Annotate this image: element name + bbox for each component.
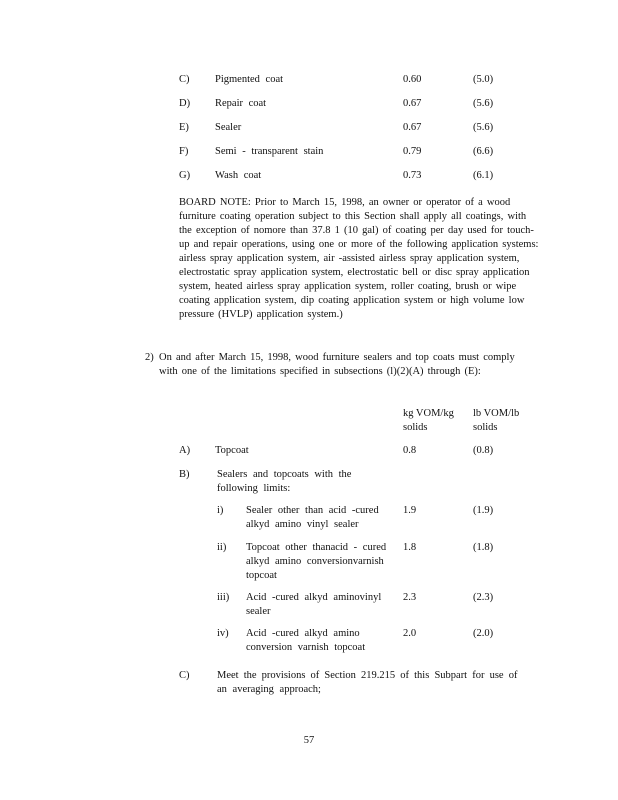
sub-item-line2: conversion varnish topcoat [246,642,366,653]
sub-item-kg-value: 1.8 [403,542,417,553]
lb-column-header: lb VOM/lb [473,408,520,419]
lb-column-header-units: solids [473,422,498,433]
sub-item-lb-value: (1.8) [473,542,494,553]
item-c-line2: an averaging approach; [217,684,321,695]
row-label: Semi - transparent stain [215,146,324,157]
item-2-text: On and after March 15, 1998, wood furniture sealers and top coats must comply with one of the limitations specified in subsections (l)(2)(A) through (E): [159,352,515,377]
row-lb-value: (5.0) [473,74,494,85]
item-b-line1: Sealers and topcoats with the [217,469,352,480]
item-2 [145,351,517,379]
sub-item-line1: Acid -cured alkyd aminovinyl [246,592,382,603]
sub-item-line2: alkyd amino conversionvarnish [246,556,384,567]
row-kg-value: 0.60 [403,74,422,85]
row-kg-value: 0.79 [403,146,422,157]
item-a-lb-value: (0.8) [473,445,494,456]
row-lb-value: (5.6) [473,122,494,133]
item-2-number: 2) [145,352,154,363]
row-lb-value: (5.6) [473,98,494,109]
sub-item-number: iv) [217,628,229,639]
row-letter: F) [179,146,189,157]
sub-item-number: ii) [217,542,227,553]
sub-item-kg-value: 1.9 [403,505,417,516]
sub-item-line3: topcoat [246,570,277,581]
sub-item-number: iii) [217,592,230,603]
sub-item-line1: Sealer other than acid -cured [246,505,379,516]
row-letter: G) [179,170,191,181]
sub-item-lb-value: (2.3) [473,592,494,603]
item-a-label: Topcoat [215,445,249,456]
sub-item-line1: Topcoat other thanacid - cured [246,542,387,553]
row-label: Repair coat [215,98,267,109]
sub-item-line2: alkyd amino vinyl sealer [246,519,359,530]
sub-item-lb-value: (2.0) [473,628,494,639]
item-c-line1: Meet the provisions of Section 219.215 of this Subpart for use of [217,670,518,681]
sub-item-lb-value: (1.9) [473,505,494,516]
kg-column-header: kg VOM/kg [403,408,454,419]
sub-item-number: i) [217,505,224,516]
row-label: Sealer [215,122,242,133]
sub-item-line2: sealer [246,606,271,617]
item-a-letter: A) [179,445,191,456]
item-b-letter: B) [179,469,190,480]
row-letter: C) [179,74,190,85]
row-lb-value: (6.6) [473,146,494,157]
item-c-letter: C) [179,670,190,681]
sub-item-line1: Acid -cured alkyd amino [246,628,360,639]
board-note: BOARD NOTE: Prior to March 15, 1998, an owner or operator of a wood furniture coating operation subject to this Section shall apply all coatings, with the exception of nomore than 37.8 1 (10 gal) of coating per day used for touch-up and repair operations, using one or more of the following application systems: airless spray application system, air -assisted airless spray application system, electrostatic spray application system, electrostatic bell or disc spray application system, heated airless spray application system, roller coating, brush or wipe coating application system, dip coating application system or high volume low pressure (HVLP) application system.) [179,197,539,320]
item-b-line2: following limits: [217,483,291,494]
row-label: Pigmented coat [215,74,284,85]
kg-column-header-units: solids [403,422,428,433]
item-a-kg-value: 0.8 [403,445,417,456]
sub-item-kg-value: 2.3 [403,592,417,603]
row-letter: D) [179,98,191,109]
row-label: Wash coat [215,170,262,181]
page-number: 57 [303,735,315,746]
sub-item-kg-value: 2.0 [403,628,417,639]
row-kg-value: 0.67 [403,98,422,109]
row-lb-value: (6.1) [473,170,494,181]
row-kg-value: 0.67 [403,122,422,133]
row-letter: E) [179,122,189,133]
row-kg-value: 0.73 [403,170,422,181]
